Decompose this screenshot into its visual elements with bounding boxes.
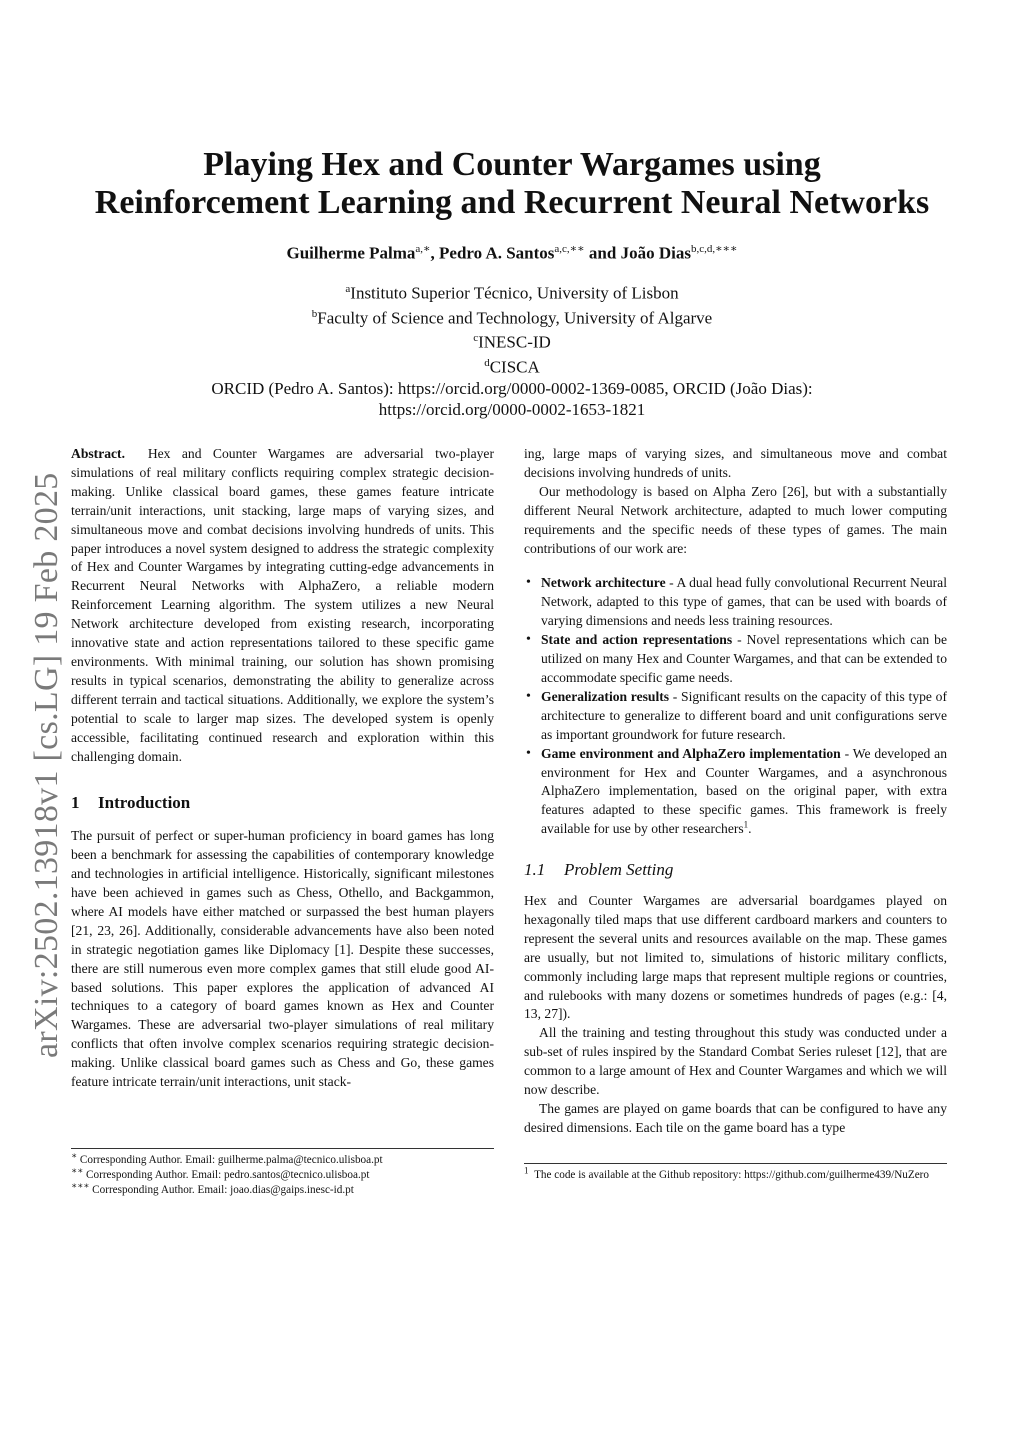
affiliation-text: INESC-ID (478, 332, 551, 352)
subsection-title: Problem Setting (564, 860, 674, 880)
footnote (524, 1165, 947, 1183)
author-affil-mark: a,c,∗∗ (554, 243, 585, 255)
contribution-label: State and action representations (541, 632, 733, 648)
author-affil-mark: a,∗ (415, 243, 431, 255)
affiliations (60, 279, 964, 420)
footnote-mark: ∗∗∗ (71, 1180, 90, 1191)
footnote-reference[interactable]: 1 (743, 819, 749, 830)
title-line-2: Reinforcement Learning and Recurrent Neural Networks (94, 184, 930, 221)
arxiv-identifier: arXiv:2502.13918v1 [cs.LG] 19 Feb 2025 (28, 472, 65, 1058)
right-column (524, 445, 947, 1138)
problem-paragraph-1: Hex and Counter Wargames are adversarial boardgames played on hexagonally tiled maps that use different cardboard markers and counters to represent the several units and resources available on the map. These games are usually, but not limited to, simulations of historic military conflicts, commonly including large maps that represent multiple regions or countries, and rulebooks with many dozens or sometimes hundreds of pages (e.g.: [4, 13, 27]). (524, 893, 947, 1022)
abstract-text: Hex and Counter Wargames are adversarial two-player simulations of real military conflicts requiring complex strategic decision-making. Unlike classical board games, these games feature intricate terrain/unit interactions, unit stacking, large maps of varying sizes, and simultaneous move and combat decisions involving hundreds of units. This paper introduces a novel system designed to address the strategic complexity of Hex and Counter Wargames by integrating cutting-edge advancements in Recurrent Neural Networks with AlphaZero, a reliable modern Reinforcement Learning algorithm. The system utilizes a new Neural Network architecture developed from existing research, incorporating innovative state and action representations tailored to these specific game environments. With minimal training, our solution has shown promising results in typical scenarios, demonstrating the ability to generalize across different terrain and tactical situations. Additionally, we explore the system’s potential to scale to larger map sizes. The developed system is openly accessible, facilitating continued research and exploration within this challenging domain. (71, 446, 494, 764)
author-affil-mark: b,c,d,∗∗∗ (690, 243, 738, 255)
footnote-rule (524, 1163, 947, 1164)
affiliation-mark: d (484, 356, 490, 369)
affiliation-text: CISCA (489, 357, 540, 377)
author-separator: , (430, 243, 440, 263)
footnote (71, 1165, 494, 1183)
footnote-text[interactable]: Corresponding Author. Email: pedro.santos@tecnico.ulisboa.pt (83, 1169, 370, 1181)
footnote-mark: ∗ (71, 1150, 78, 1161)
affiliation-mark: b (311, 307, 318, 320)
subsection-heading-problem-setting (524, 861, 947, 880)
contribution-end: . (748, 821, 752, 837)
affiliation-line (60, 304, 964, 329)
affiliation-line (60, 328, 964, 353)
footnote (71, 1150, 494, 1168)
list-item (524, 631, 947, 688)
footnote-rule (71, 1148, 494, 1149)
footnote-mark: 1 (524, 1165, 529, 1176)
subsection-number: 1.1 (524, 860, 546, 880)
list-item (524, 745, 947, 840)
author-separator: and (584, 243, 621, 263)
affiliation-line (60, 279, 964, 304)
intro-paragraph-2: Our methodology is based on Alpha Zero [26], but with a substantially different Neural Network architecture, adapted to much lower computing requirements and the specific needs of these types of games. The main contributions of our work are: (524, 483, 947, 556)
author-name: Pedro A. Santos (439, 243, 555, 263)
author-name: Guilherme Palma (286, 243, 416, 263)
section-heading-introduction (71, 794, 494, 813)
section-number: 1 (71, 793, 80, 813)
affiliation-line (60, 353, 964, 378)
left-column (71, 445, 494, 1092)
contributions-list (524, 574, 947, 839)
author-name: João Dias (620, 243, 691, 263)
footnotes-left (71, 1150, 494, 1198)
footnote-mark: ∗∗ (71, 1165, 84, 1176)
footnotes-right (524, 1165, 947, 1183)
problem-paragraph-2: All the training and testing throughout this study was conducted under a sub-set of rules inspired by the Standard Combat Series ruleset [12], that are common to a large amount of Hex and Counter Wargames and which we will now describe. (524, 1025, 947, 1098)
affiliation-mark: c (473, 332, 479, 345)
abstract-label: Abstract. (71, 446, 125, 461)
contribution-text: - Novel representations which can be utilized on many Hex and Counter Wargames, and that can be extended to accommodate specific game needs. (541, 632, 947, 685)
problem-paragraph-3: The games are played on game boards that can be configured to have any desired dimensions. Each tile on the game board has a type (524, 1101, 947, 1135)
contribution-text: - We developed an environment for Hex and Counter Wargames, and a asynchronous AlphaZero implementation, based on the original paper, with extra features adapted to these specific games. This framework is freely available for use by other researchers (541, 745, 947, 837)
orcid-line-1[interactable]: ORCID (Pedro A. Santos): https://orcid.org/0000-0002-1369-0085, ORCID (João Dias): (211, 378, 813, 398)
orcid-line-2[interactable]: https://orcid.org/0000-0002-1653-1821 (378, 399, 646, 419)
list-item (524, 574, 947, 631)
contribution-label: Network architecture (541, 575, 666, 591)
abstract (71, 445, 494, 766)
paper-title (60, 146, 964, 222)
footnote-text[interactable]: Corresponding Author. Email: joao.dias@gaips.inesc-id.pt (89, 1184, 354, 1196)
contribution-label: Generalization results (541, 688, 670, 704)
affiliation-text: Instituto Superior Técnico, University of Lisbon (350, 283, 679, 303)
intro-paragraph-1-continued: ing, large maps of varying sizes, and simultaneous move and combat decisions involving hundreds of units. (524, 446, 947, 480)
title-line-1: Playing Hex and Counter Wargames using (203, 146, 821, 183)
affiliation-mark: a (345, 283, 351, 295)
contribution-text: - A dual head fully convolutional Recurrent Neural Network, adapted to this type of games, that can be used with boards of varying dimensions and needs less training resources. (541, 575, 947, 629)
footnote-text[interactable]: Corresponding Author. Email: guilherme.palma@tecnico.ulisboa.pt (77, 1154, 383, 1166)
contribution-label: Game environment and AlphaZero implementation (541, 745, 841, 761)
footnote (71, 1180, 494, 1198)
intro-paragraph-1: The pursuit of perfect or super-human proficiency in board games has long been a benchmark for assessing the capabilities of contemporary knowledge and technologies in artificial intelligence. Historically, significant milestones have been achieved in games such as Chess, Othello, and Backgammon, where AI models have either matched or surpassed the best human players [21, 23, 26]. Additionally, considerable advancements have also been noted in strategic negotiation games like Diplomacy [1]. Despite these successes, there are still numerous even more complex games that still elude good AI-based solutions. This paper explores the application of advanced AI techniques to a category of board games known as Hex and Counter Wargames. These are adversarial two-player simulations of real military conflicts that often involve complex scenarios requiring strategic decision-making. Unlike classical board games such as Chess and Go, these games feature intricate terrain/unit interactions, unit stack- (71, 828, 494, 1090)
footnote-text[interactable]: The code is available at the Github repository: https://github.com/guilherme439/NuZero (534, 1169, 929, 1181)
contribution-text: - Significant results on the capacity of this type of architecture to generalize to different board and unit configurations serve as important groundwork for future research. (541, 688, 947, 742)
author-list (60, 238, 964, 265)
affiliation-text: Faculty of Science and Technology, University of Algarve (317, 308, 713, 328)
list-item (524, 688, 947, 745)
section-title: Introduction (98, 793, 191, 813)
